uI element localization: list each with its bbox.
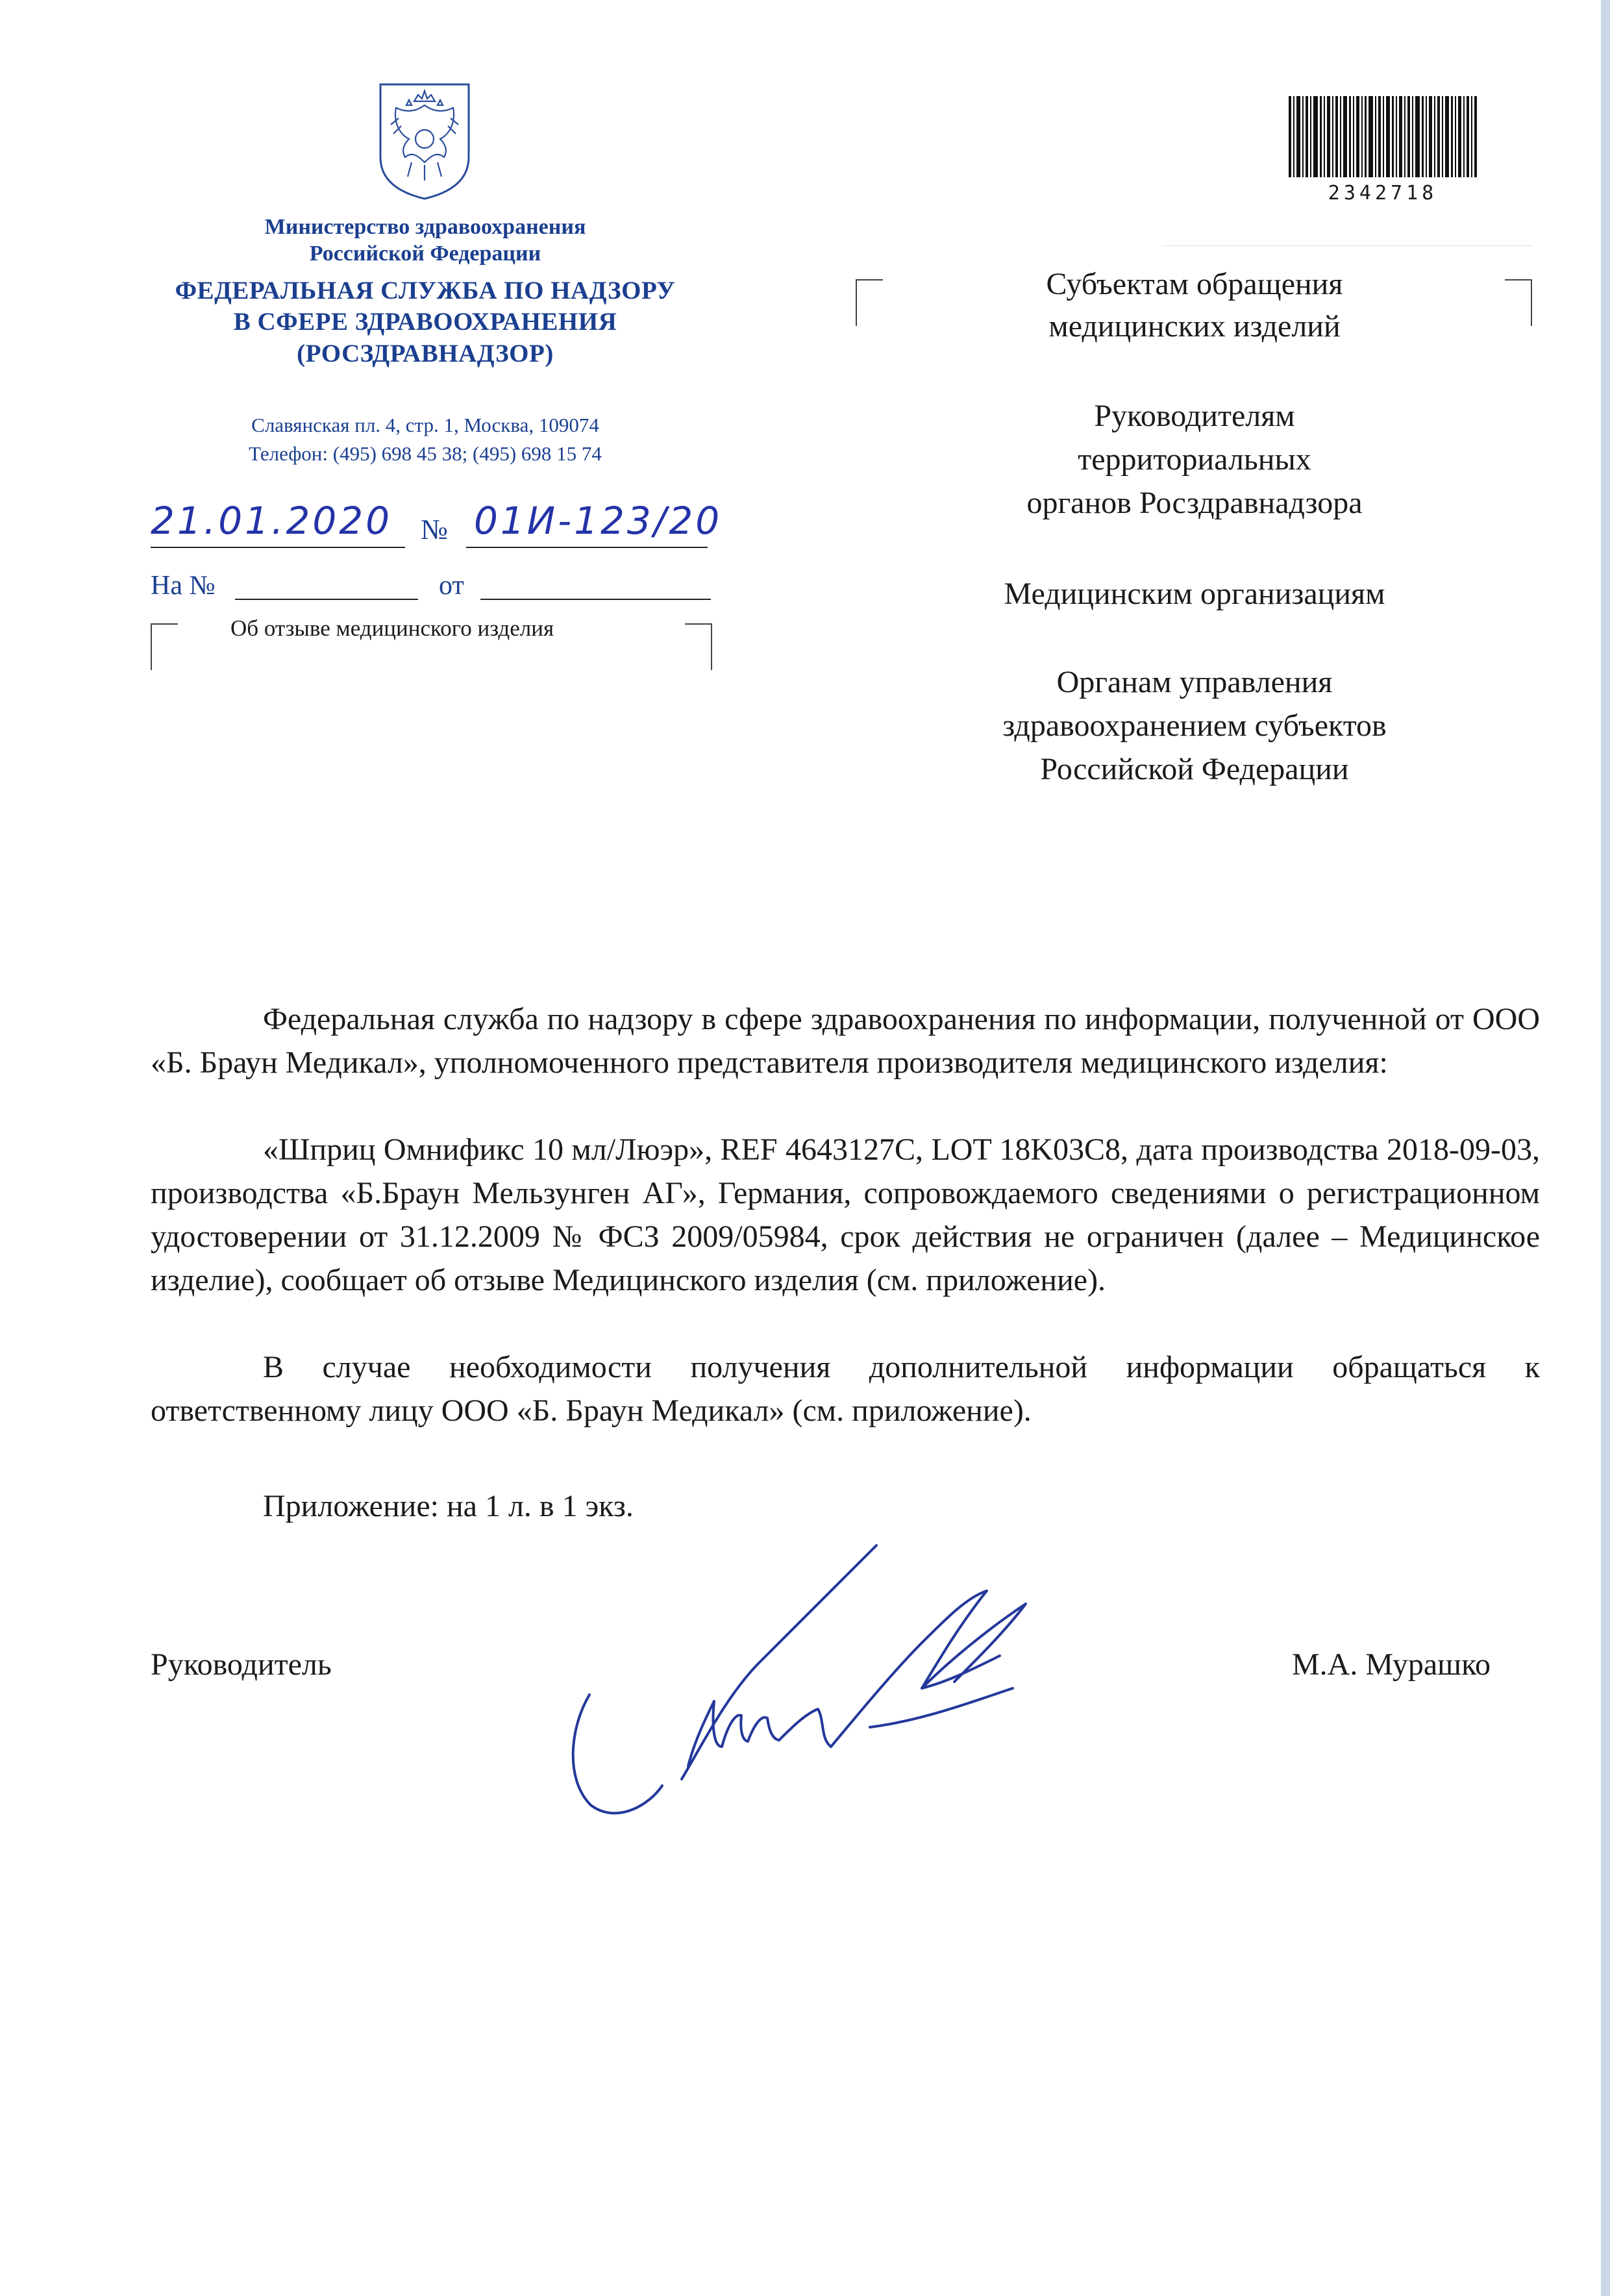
reply-prefix: На №	[151, 571, 216, 601]
recipient-bracket-right	[1505, 279, 1532, 326]
recipient-group-2-line-1: Руководителям	[1094, 399, 1295, 433]
recipient-group-4-line-1: Органам управления	[1056, 665, 1333, 699]
number-underline	[466, 547, 708, 548]
date-underline	[151, 547, 405, 548]
recipient-group-3-line-1: Медицинским организациям	[1004, 577, 1385, 611]
body-paragraph-1: Федеральная служба по надзору в сфере здравоохранения по информации, полученной от ООО «Б. Браун Медикал», уполномоченного представителя производителя медицинского изделия:	[151, 1002, 1540, 1080]
registration-date: 21.01.2020	[151, 499, 393, 543]
ministry-line-2: Российской Федерации	[309, 242, 541, 266]
coat-of-arms-icon	[375, 79, 474, 203]
subject-line: Об отзыве медицинского изделия	[230, 616, 554, 641]
registration-number: 01И-123/20	[474, 499, 723, 543]
barcode-number: 2342718	[1328, 182, 1438, 205]
recipient-group-1-line-1: Субъектам обращения	[1046, 267, 1343, 301]
service-line-2: В СФЕРЕ ЗДРАВООХРАНЕНИЯ	[233, 308, 617, 336]
recipient-bracket-left	[856, 279, 883, 326]
recipient-group-1-line-2: медицинских изделий	[1048, 309, 1341, 343]
signatory-title: Руководитель	[151, 1647, 332, 1682]
reply-from: от	[439, 571, 464, 601]
phone: Телефон: (495) 698 45 38; (495) 698 15 74	[249, 442, 602, 465]
handwritten-signature	[558, 1532, 1078, 1831]
barcode-divider	[1162, 245, 1532, 246]
subject-bracket-right	[685, 623, 712, 670]
body-paragraph-3: В случае необходимости получения дополнительной информации обращаться к ответственному лицу ООО «Б. Браун Медикал» (см. приложение).	[151, 1350, 1540, 1428]
address: Славянская пл. 4, стр. 1, Москва, 109074	[251, 414, 599, 436]
reply-date-line	[480, 599, 711, 600]
recipient-group-2-line-2: территориальных	[1078, 442, 1311, 477]
number-sign: №	[421, 514, 448, 545]
recipient-group-4-line-3: Российской Федерации	[1040, 752, 1349, 786]
attachment-note: Приложение: на 1 л. в 1 экз.	[263, 1489, 634, 1523]
scan-edge	[1601, 0, 1610, 2296]
signatory-name: М.А. Мурашко	[1292, 1647, 1491, 1682]
body-paragraph-2: «Шприц Омнификс 10 мл/Люэр», REF 4643127C, LOT 18K03C8, дата производства 2018-09-03, производства «Б.Браун Мельзунген АГ», Германия, сопровождаемого сведениями о регистрационном удостоверении от 31.12.2009 № ФСЗ 2009/05984, срок действия не ограничен (далее – Медицинское изделие), сообщает об отзыве Медицинского изделия (см. приложение).	[151, 1132, 1540, 1297]
reply-number-line	[235, 599, 418, 600]
service-line-3: (РОСЗДРАВНАДЗОР)	[297, 340, 554, 368]
subject-bracket-left	[151, 623, 178, 670]
ministry-line-1: Министерство здравоохранения	[264, 215, 586, 239]
recipient-group-4-line-2: здравоохранением субъектов	[1002, 708, 1387, 743]
recipient-group-2-line-3: органов Росздравнадзора	[1026, 486, 1363, 520]
service-line-1: ФЕДЕРАЛЬНАЯ СЛУЖБА ПО НАДЗОРУ	[175, 277, 676, 305]
barcode	[1289, 96, 1477, 177]
